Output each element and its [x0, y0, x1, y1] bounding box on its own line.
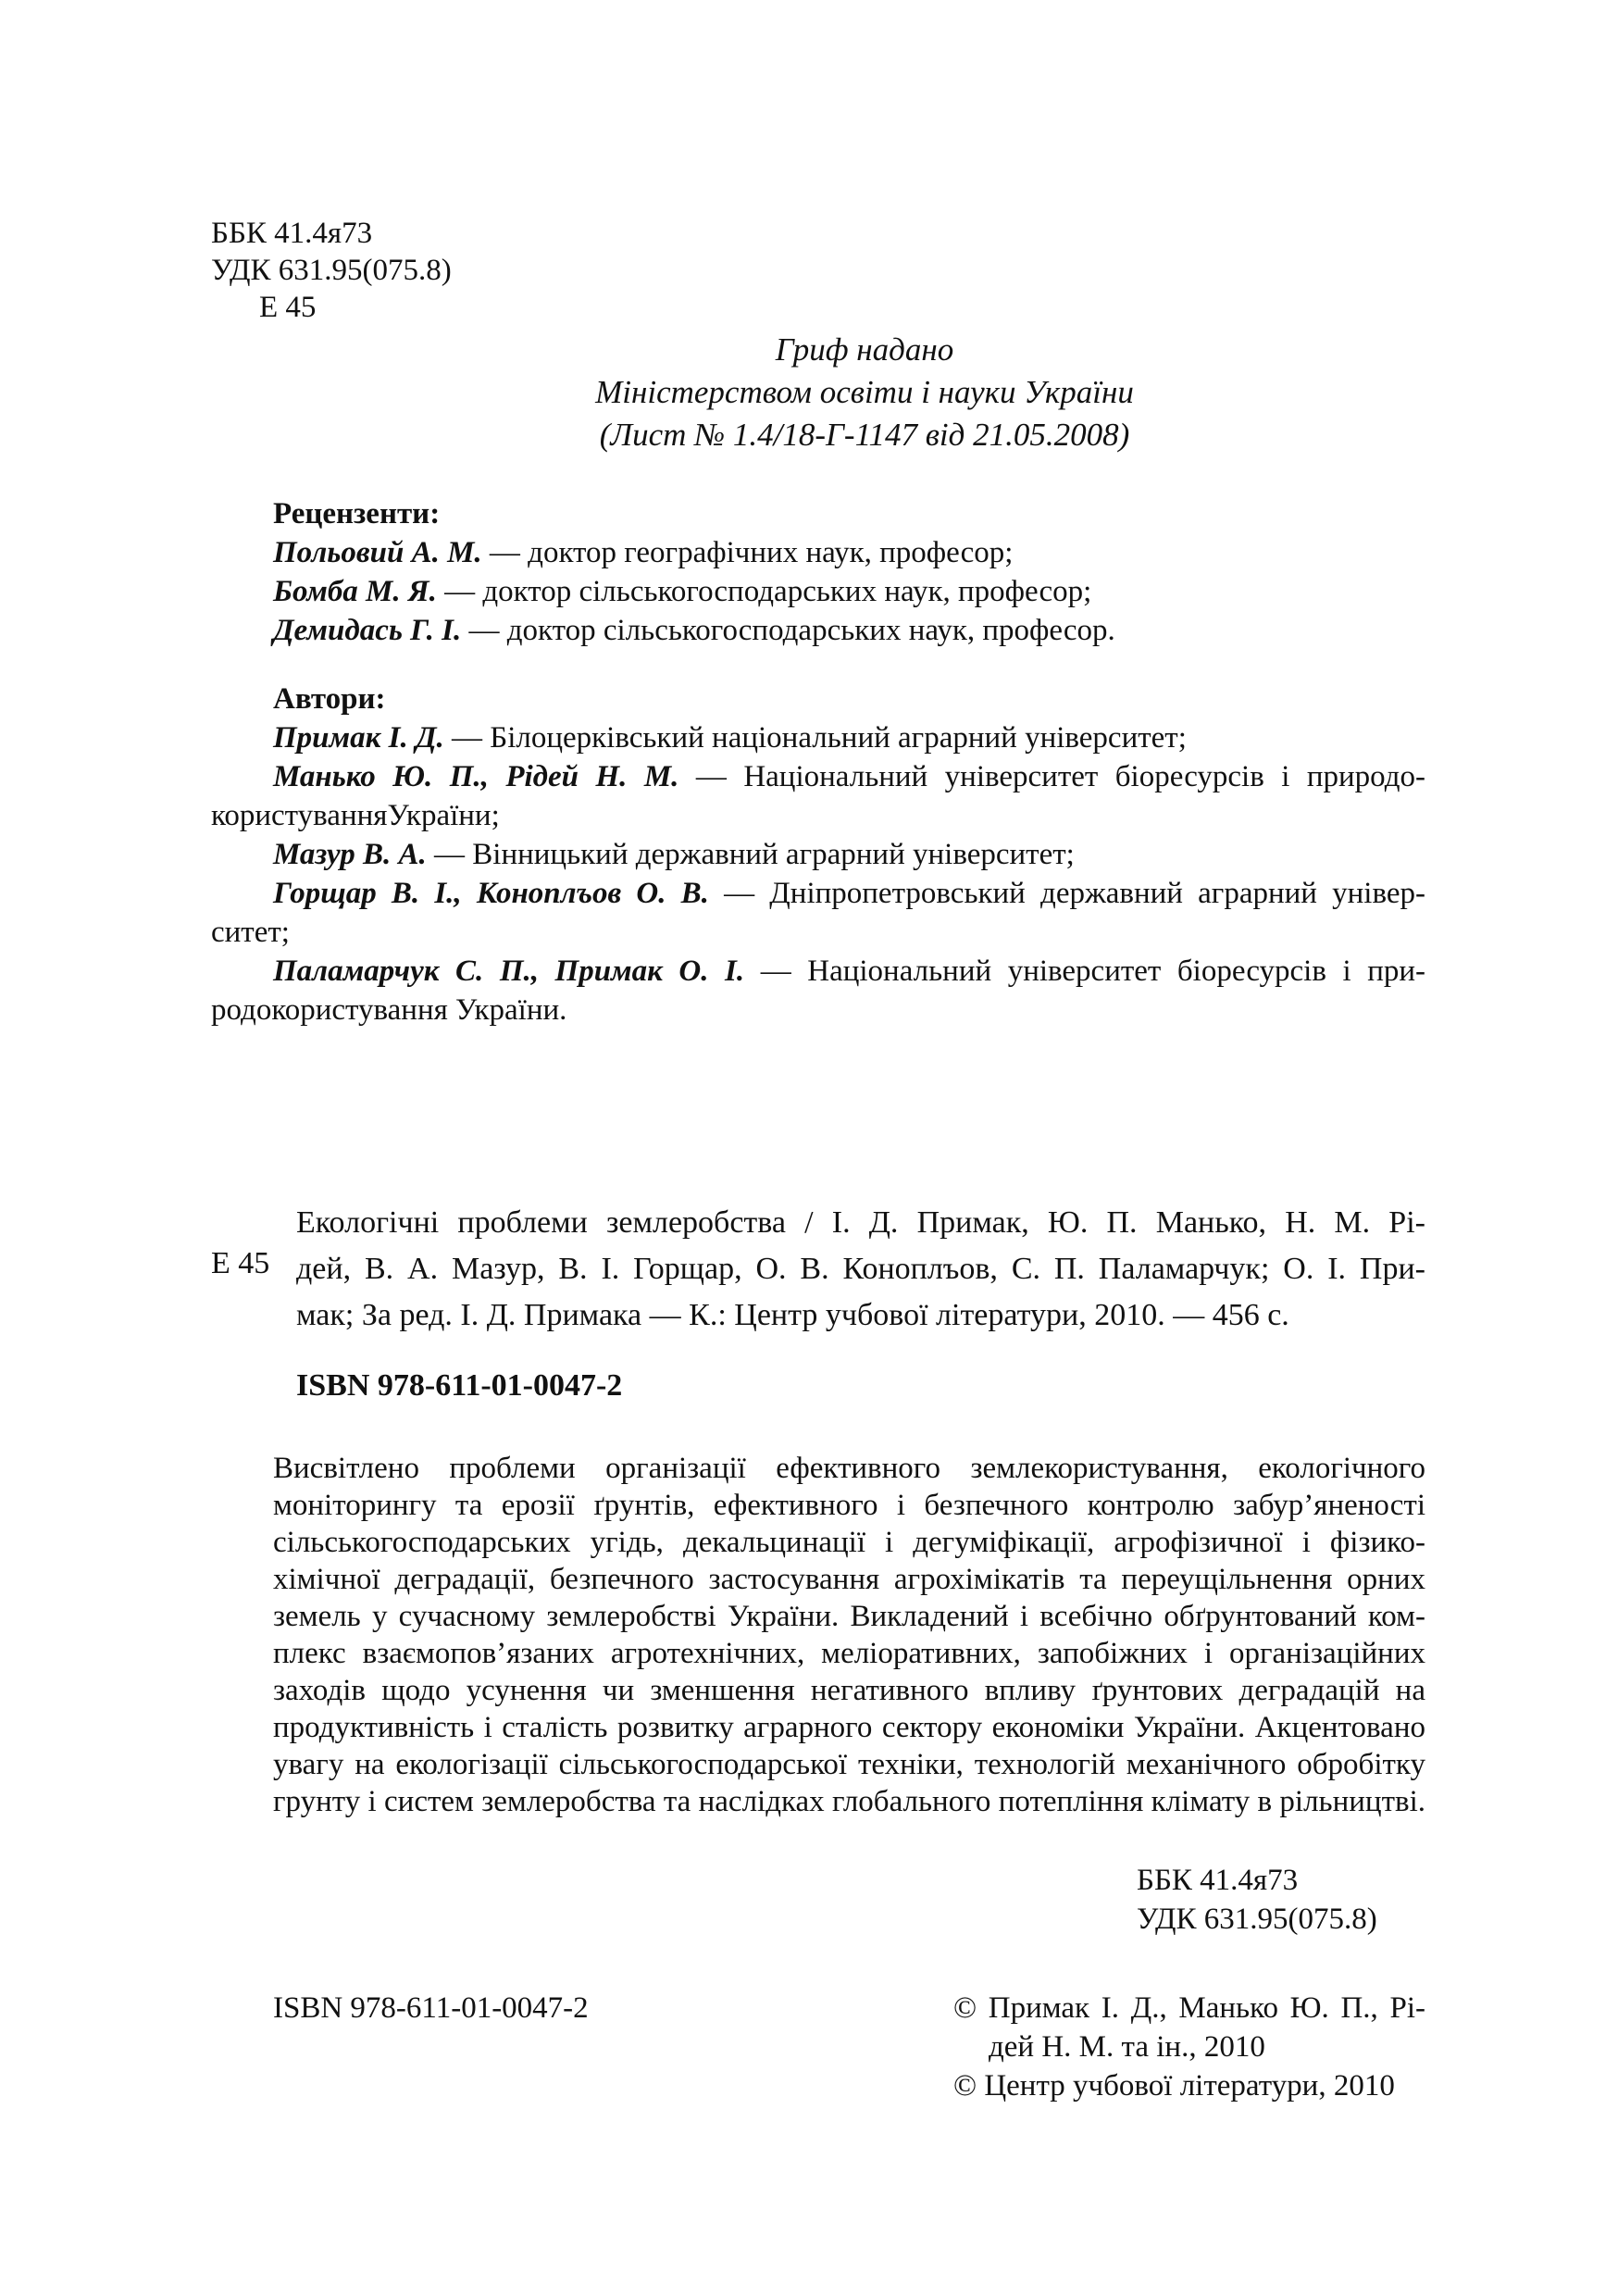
abstract-line: Висвітлено проблеми організації ефективного землекористування, екологічного: [273, 1452, 1425, 1485]
author-name: Манько Ю. П., Рідей Н. М.: [273, 760, 679, 793]
abstract-line: земель у сучасному землеробстві України. Викладений і всебічно обґрунтований ком-: [273, 1600, 1425, 1633]
reviewer-name: Польовий А. М.: [273, 536, 482, 569]
author-name: Паламарчук С. П., Примак О. І.: [273, 955, 745, 988]
author-affiliation-cont: ситет;: [211, 916, 290, 949]
authors-section: [211, 680, 1425, 1029]
abstract-line: продуктивність і сталість розвитку аграрного сектору економіки України. Акцентовано: [273, 1711, 1425, 1744]
classification-codes: [211, 215, 452, 326]
footer-classification-codes: [1137, 1861, 1377, 1939]
reviewer-desc: — доктор сільськогосподарських наук, професор;: [436, 575, 1092, 608]
reviewer-name: Бомба М. Я.: [273, 575, 437, 608]
reviewers-section: [273, 494, 1115, 650]
copyright-block: [953, 1989, 1425, 2105]
grif-line: (Лист № 1.4/18-Г-1147 від 21.05.2008): [599, 417, 1130, 453]
authors-label: Автори:: [273, 682, 386, 716]
author-entry: [211, 835, 1425, 874]
udk-code: УДК 631.95(075.8): [211, 254, 452, 287]
author-affiliation: — Дніпропетровський державний аграрний універ-: [708, 877, 1425, 910]
bib-line: Екологічні проблеми землеробства / І. Д. Примак, Ю. П. Манько, Н. М. Рі-: [296, 1205, 1425, 1240]
grif-line: Гриф надано: [775, 331, 954, 368]
author-affiliation: — Білоцерківський національний аграрний університет;: [443, 721, 1187, 755]
abstract-line: увагу на екологізації сільськогосподарської техніки, технологій механічного обробітку: [273, 1748, 1425, 1781]
author-affiliation: — Національний університет біоресурсів і при-: [744, 955, 1425, 988]
reviewer-entry: [273, 572, 1115, 611]
abstract-line: хімічної деградації, безпечного застосування агрохімікатів та переущільнення орних: [273, 1563, 1425, 1596]
footer-bbk-code: ББК 41.4я73: [1137, 1864, 1299, 1897]
reviewers-label: Рецензенти:: [273, 497, 441, 530]
author-affiliation: — Вінницький державний аграрний університет;: [426, 838, 1075, 871]
bib-line: дей, В. А. Мазур, В. І. Горщар, О. В. Коноплъов, С. П. Паламарчук; О. І. При-: [296, 1252, 1425, 1286]
reviewer-entry: [273, 533, 1115, 572]
bib-line: мак; За ред. І. Д. Примака — К.: Центр учбової літератури, 2010. — 456 с.: [296, 1298, 1289, 1332]
author-name: Горщар В. І., Коноплъов О. В.: [273, 877, 709, 910]
footer-udk-code: УДК 631.95(075.8): [1137, 1903, 1377, 1936]
author-sign: Е 45: [259, 291, 317, 324]
abstract-line: грунту і систем землеробства та наслідках глобального потепління клімату в рільництві.: [273, 1785, 1425, 1818]
ministry-approval-stamp: [0, 329, 1618, 456]
abstract: [273, 1450, 1425, 1820]
bbk-code: ББК 41.4я73: [211, 217, 373, 250]
author-entry: [211, 757, 1425, 796]
author-entry: [211, 874, 1425, 913]
author-name: Примак І. Д.: [273, 721, 444, 755]
isbn-bold: ISBN 978-611-01-0047-2: [296, 1368, 623, 1403]
abstract-line: моніторингу та ерозії ґрунтів, ефективного і безпечного контролю забур’яненості: [273, 1489, 1425, 1522]
author-affiliation-cont: родокористування України.: [211, 993, 567, 1027]
copyright-line: © Центр учбової літератури, 2010: [953, 2069, 1395, 2103]
reviewer-desc: — доктор географічних наук, професор;: [481, 536, 1014, 569]
abstract-line: сільськогосподарських угідь, декальцинації і дегуміфікації, агрофізичної і фізико-: [273, 1526, 1425, 1559]
bibliographic-description: [296, 1200, 1425, 1339]
reviewer-entry: [273, 611, 1115, 650]
reviewer-name: Демидась Г. І.: [273, 614, 462, 647]
bib-author-sign: Е 45: [211, 1246, 270, 1280]
author-entry: [211, 952, 1425, 991]
footer-isbn: ISBN 978-611-01-0047-2: [273, 1991, 589, 2025]
copyright-line: © Примак І. Д., Манько Ю. П., Рі-: [953, 1991, 1425, 2025]
reviewer-desc: — доктор сільськогосподарських наук, професор.: [461, 614, 1115, 647]
author-affiliation-cont: користуванняУкраїни;: [211, 799, 500, 832]
abstract-line: заходів щодо усунення чи зменшення негативного впливу ґрунтових деградацій на: [273, 1674, 1425, 1707]
abstract-line: плекс взаємопов’язаних агротехнічних, меліоративних, запобіжних і організаційних: [273, 1637, 1425, 1670]
author-entry: [211, 718, 1425, 757]
copyright-line: дей Н. М. та ін., 2010: [989, 2030, 1265, 2064]
grif-line: Міністерством освіти і науки України: [595, 374, 1134, 410]
author-affiliation: — Національний університет біоресурсів і природо-: [678, 760, 1425, 793]
author-name: Мазур В. А.: [273, 838, 427, 871]
